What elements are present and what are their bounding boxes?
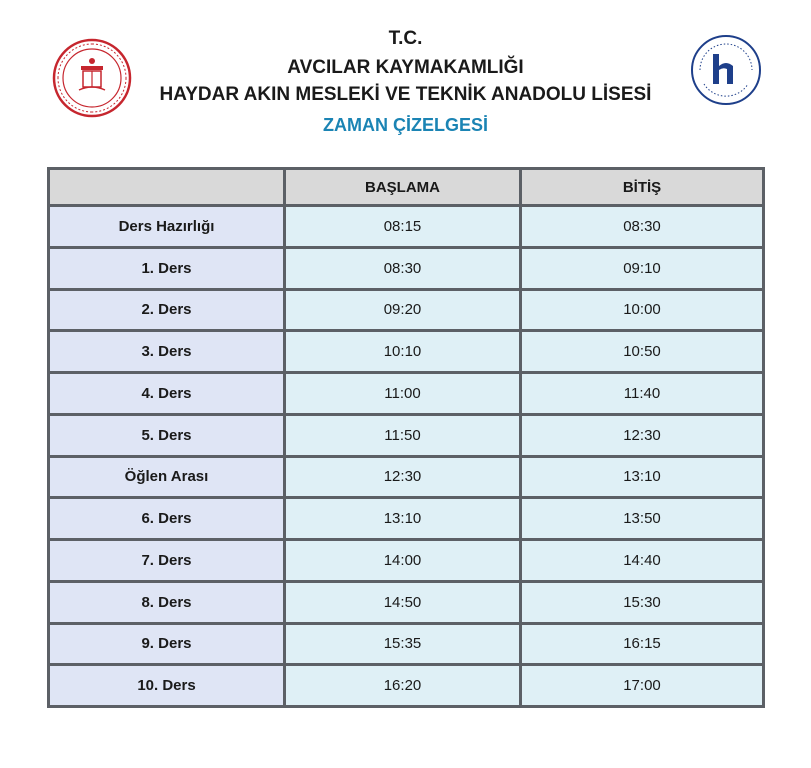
end-time: 15:30 <box>522 583 762 622</box>
start-time: 12:30 <box>286 458 519 497</box>
table-row <box>50 416 762 455</box>
row-label: 10. Ders <box>50 666 283 705</box>
header-cell-end: BİTİŞ <box>522 170 762 204</box>
row-label: 7. Ders <box>50 541 283 580</box>
end-time: 13:10 <box>522 458 762 497</box>
start-time: 08:30 <box>286 249 519 288</box>
table-row <box>50 583 762 622</box>
row-label: 5. Ders <box>50 416 283 455</box>
start-time: 16:20 <box>286 666 519 705</box>
table-row <box>50 332 762 371</box>
header-school-name: HAYDAR AKIN MESLEKİ VE TEKNİK ANADOLU LİSESİ <box>159 84 652 105</box>
start-time: 14:50 <box>286 583 519 622</box>
end-time: 12:30 <box>522 416 762 455</box>
row-label: 6. Ders <box>50 499 283 538</box>
start-time: 15:35 <box>286 625 519 664</box>
end-time: 10:00 <box>522 291 762 330</box>
header-cell-start: BAŞLAMA <box>286 170 519 204</box>
start-time: 08:15 <box>286 207 519 246</box>
end-time: 10:50 <box>522 332 762 371</box>
row-label: 8. Ders <box>50 583 283 622</box>
start-time: 09:20 <box>286 291 519 330</box>
table-body <box>50 207 762 705</box>
end-time: 09:10 <box>522 249 762 288</box>
start-time: 14:00 <box>286 541 519 580</box>
row-label: 1. Ders <box>50 249 283 288</box>
start-time: 13:10 <box>286 499 519 538</box>
row-label: 9. Ders <box>50 625 283 664</box>
table-row <box>50 458 762 497</box>
end-time: 13:50 <box>522 499 762 538</box>
end-time: 08:30 <box>522 207 762 246</box>
schedule-table <box>47 167 765 708</box>
start-time: 11:50 <box>286 416 519 455</box>
table-row <box>50 625 762 664</box>
table-row <box>50 499 762 538</box>
table-row <box>50 291 762 330</box>
row-label: Öğlen Arası <box>50 458 283 497</box>
end-time: 17:00 <box>522 666 762 705</box>
table-row <box>50 207 762 246</box>
header-cell-empty <box>50 170 283 204</box>
table-header-row <box>50 170 762 204</box>
start-time: 11:00 <box>286 374 519 413</box>
table-row <box>50 374 762 413</box>
start-time: 10:10 <box>286 332 519 371</box>
row-label: 4. Ders <box>50 374 283 413</box>
schedule-table-wrap <box>47 167 765 708</box>
page-title: ZAMAN ÇİZELGESİ <box>323 115 488 135</box>
table-row <box>50 249 762 288</box>
end-time: 14:40 <box>522 541 762 580</box>
end-time: 16:15 <box>522 625 762 664</box>
end-time: 11:40 <box>522 374 762 413</box>
table-row <box>50 541 762 580</box>
table-row <box>50 666 762 705</box>
row-label: Ders Hazırlığı <box>50 207 283 246</box>
row-label: 3. Ders <box>50 332 283 371</box>
header-tc: T.C. <box>388 28 423 49</box>
row-label: 2. Ders <box>50 291 283 330</box>
header-district: AVCILAR KAYMAKAMLIĞI <box>287 57 524 78</box>
